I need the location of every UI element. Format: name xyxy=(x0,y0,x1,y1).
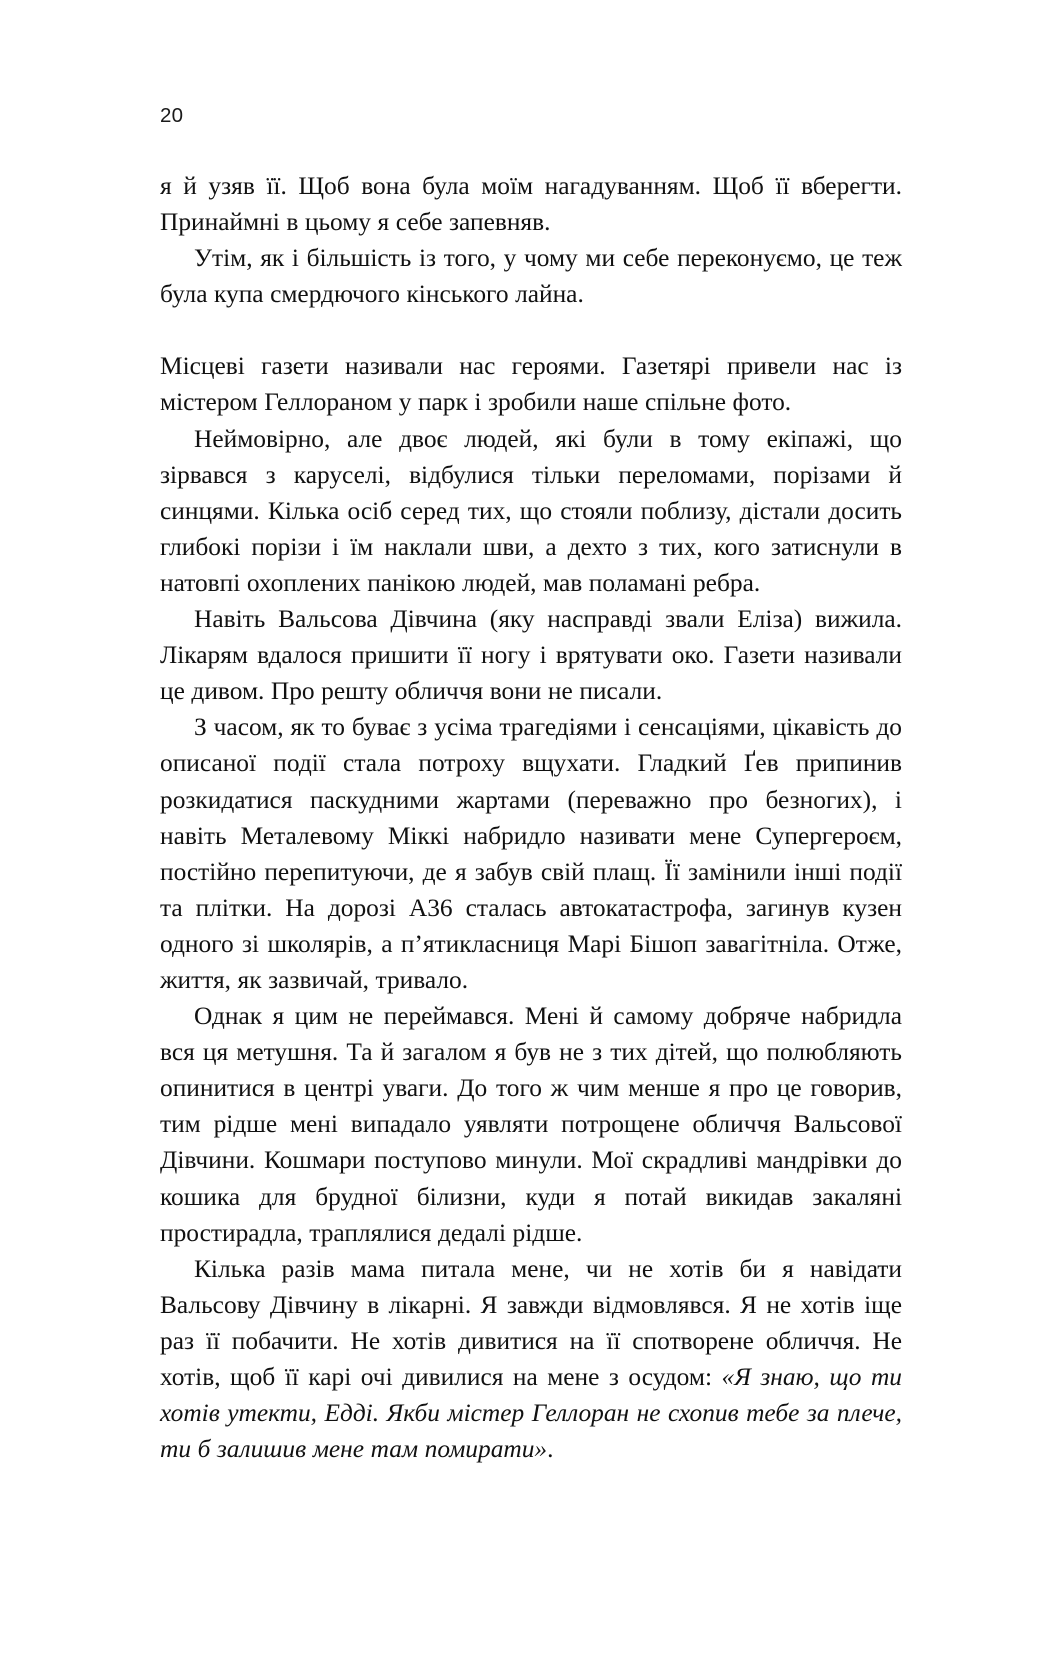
paragraph-with-quote xyxy=(160,1251,902,1468)
quote-lead-in: Кілька разів мама питала мене, чи не хотів би я навідати Вальсову Дівчину в лікарні. Я завжди відмовлявся. Я не хотів іще раз її побачити. Не хотів дивитися на її спотворене обличчя. Не хотів, щоб її карі очі дивилися на мене з осудом: xyxy=(160,1254,902,1391)
paragraph: Навіть Вальсова Дівчина (яку насправді звали Еліза) вижила. Лікарям вдалося пришити її ногу і врятувати око. Газети називали це дивом. Про решту обличчя вони не писали. xyxy=(160,605,902,706)
quote-trailing-period: . xyxy=(547,1435,554,1464)
paragraph: З часом, як то буває з усіма трагедіями і сенсаціями, цікавість до описаної події стала потроху вщухати. Гладкий Ґев припинив розкидатися паскудними жартами (переважно про безногих), і навіть Металевому Міккі набридло називати мене Супергероєм, постійно перепитуючи, де я забув свій плащ. Її замінили інші події та плітки. На дорозі А36 сталась автокатастрофа, загинув кузен одного зі школярів, а п’ятикласниця Марі Бішоп завагітніла. Отже, життя, як зазвичай, тривало. xyxy=(160,713,902,994)
body-text-block xyxy=(160,168,902,1467)
page-number: 20 xyxy=(160,104,184,127)
paragraph: я й узяв її. Щоб вона була моїм нагадуванням. Щоб її вберегти. Принаймні в цьому я себе запевняв. xyxy=(160,172,902,237)
section-break xyxy=(160,312,902,348)
paragraph: Неймовірно, але двоє людей, які були в тому екіпажі, що зірвався з каруселі, відбулися тільки переломами, порізами й синцями. Кілька осіб серед тих, що стояли поблизу, дістали досить глибокі порізи і їм наклали шви, а дехто з тих, кого затиснули в натовпі охоплених панікою людей, мав поламані ребра. xyxy=(160,424,902,597)
paragraph: Однак я цим не переймався. Мені й самому добряче набридла вся ця метушня. Та й загалом я був не з тих дітей, що полюбляють опинитися в центрі уваги. До того ж чим менше я про це говорив, тим рідше мені випадало уявляти потрощене обличчя Вальсової Дівчини. Кошмари поступово минули. Мої скрадливі мандрівки до кошика для брудної білизни, куди я потай викидав закаляні простирадла, траплялися дедалі рідше. xyxy=(160,1002,902,1247)
inner-quote-italic: «Я знаю, що ти хотів утекти, Едді. Якби містер Геллоран не схопив тебе за плече, ти б залишив мене там помирати» xyxy=(160,1363,903,1464)
paragraph: Місцеві газети називали нас героями. Газетярі привели нас із містером Геллораном у парк і зробили наше спільне фото. xyxy=(160,352,902,417)
paragraph: Утім, як і більшість із того, у чому ми себе переконуємо, це теж була купа смердючого кінського лайна. xyxy=(160,244,902,309)
